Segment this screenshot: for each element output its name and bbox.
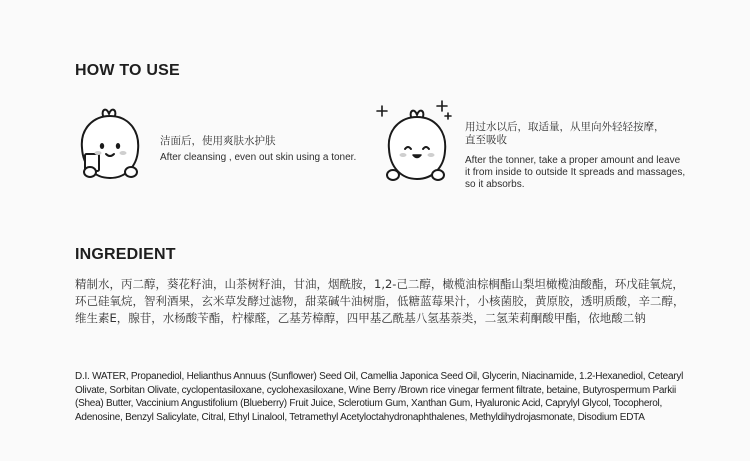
ingredient-title: INGREDIENT <box>75 246 176 263</box>
ingredient-list-english: D.I. WATER, Propanediol, Helianthus Annuus (Sunflower) Seed Oil, Camellia Japonica Seed Oil, Glycerin, Niacinamide, 1.2-Hexanediol, Cetearyl Olivate, Sorbitan Olivate, cyclopentasiloxane, cyclohexasiloxane, Wine Berry /Brown rice vinegar ferment filtrate, betaine, Butyrospermum Parkii (Shea) Butter, Vaccinium Angustifolium (Blueberry) Fruit Juice, Sclerotium Gum, Xanthan Gum, Hyaluronic Acid, Caprylyl Glycol, Tocopherol, Adenosine, Benzyl Salicylate, Citral, Ethyl Linalool, Tetramethyl Acetyloctahydronaphthalenes, Methyldihydrojasmonate, Disodium EDTA <box>75 371 684 424</box>
sparkle-icon <box>437 101 447 111</box>
step-2-text <box>465 121 705 191</box>
step-2-english-line3: so it absorbs. <box>465 179 525 190</box>
step-1-chinese: 洁面后，使用爽肤水护肤 <box>160 135 276 147</box>
mascot-massage-illustration <box>372 99 462 191</box>
step-2-chinese-line1: 用过水以后，取适量，从里向外轻轻按摩， <box>465 121 665 133</box>
step-2-english-line2: it from inside to outside It spreads and massages, <box>465 167 686 178</box>
step-2-english-line1: After the tonner, take a proper amount and leave <box>465 155 681 166</box>
mascot-toner-illustration <box>70 104 150 186</box>
step-1-text <box>160 135 380 164</box>
sparkle-icon <box>377 106 387 116</box>
how-to-use-title: HOW TO USE <box>75 62 180 79</box>
step-2-chinese-line2: 直至吸收 <box>465 134 507 146</box>
step-1-english: After cleansing , even out skin using a toner. <box>160 152 357 163</box>
ingredient-list-chinese: 精制水，丙二醇，葵花籽油，山茶树籽油，甘油，烟酰胺，1,2-己二醇，橄榄油棕榈酯山梨坦橄榄油酸酯，环戊硅氧烷，环己硅氧烷，智利酒果，玄米草发酵过滤物，甜菜碱牛油树脂，低糖蓝莓果汁，小核菌胶，黄原胶，透明质酸，辛二醇，维生素E，腺苷，水杨酸苄酯，柠檬醛，乙基芳樟醇，四甲基乙酰基八氢基萘类，二氢茉莉酮酸甲酯，依地酸二钠 <box>75 277 685 325</box>
